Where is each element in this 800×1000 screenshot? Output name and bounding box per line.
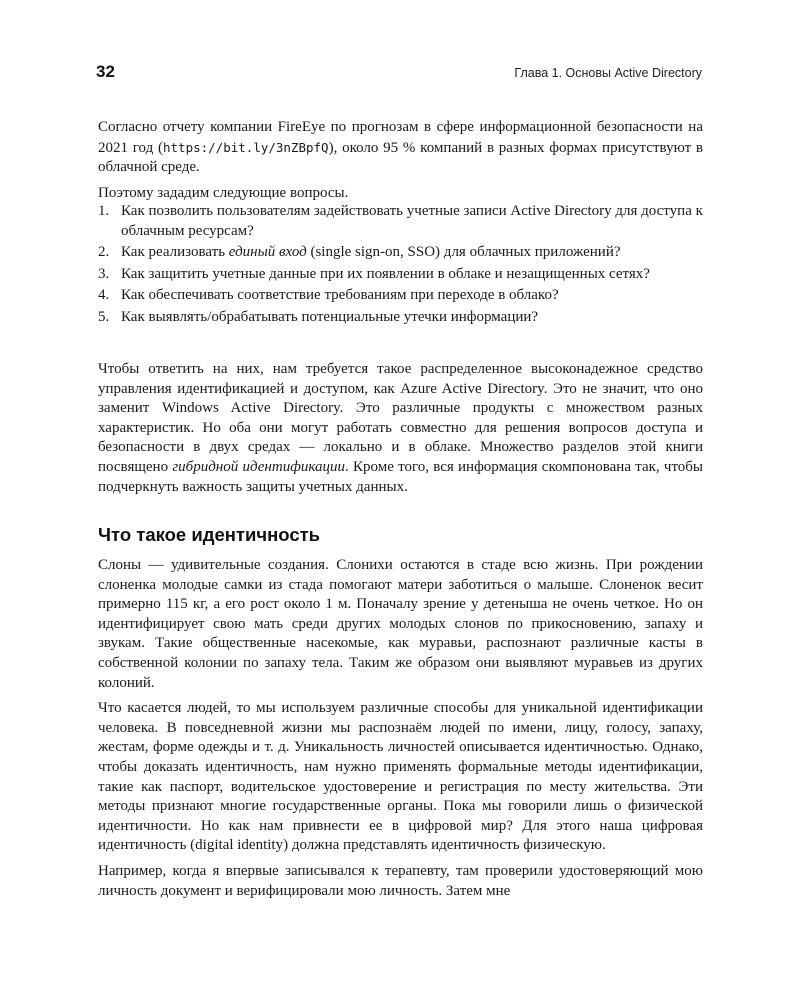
list-item: 4. Как обеспечивать соответствие требованиям при переходе в облако?	[98, 287, 559, 304]
intro-block	[98, 118, 703, 203]
intro-paragraph: Согласно отчету компании FireEye по прогнозам в сфере информационной безопасности на 2021 год (https://bit.ly/3nZBpfQ), около 95 % компаний в разных формах присутствуют в облачной среде.	[98, 119, 703, 176]
section-heading: Что такое идентичность	[98, 524, 321, 545]
questions-list	[98, 202, 703, 330]
page-number: 32	[96, 62, 115, 81]
paragraph-example: Например, когда я впервые записывался к терапевту, там проверили удостоверяющий мою личность документ и верифицировали мою личность. Затем мне	[98, 862, 703, 899]
term-hybrid-identity: гибридной идентификации	[172, 458, 345, 475]
answer-block	[98, 360, 703, 497]
paragraph-identity: Что касается людей, то мы используем различные способы для уникальной идентификации человека. В повседневной жизни мы распознаём людей по имени, лицу, голосу, запаху, жестам, форме одежды и т. д. Уникальность личностей описывается идентичностью. Однако, чтобы доказать идентичность, нам нужно применять формальные методы идентификации, такие как паспорт, водительское удостоверение и регистрация по месту жительства. Эти методы признают многие государственные органы. Пока мы говорили лишь о физической идентичности. Но как нам привнести ее в цифровой мир? Для этого наша цифровая идентичность (digital identity) должна представлять идентичность физическую.	[98, 700, 703, 854]
list-item: 5. Как выявлять/обрабатывать потенциальные утечки информации?	[98, 308, 539, 325]
fireeye-link[interactable]: https://bit.ly/3nZBpfQ	[163, 139, 329, 155]
questions-intro: Поэтому зададим следующие вопросы.	[98, 184, 349, 201]
body-block	[98, 556, 703, 901]
list-item: 1. Как позволить пользователям задействовать учетные записи Active Directory для доступа к облачным ресурсам?	[98, 203, 703, 239]
running-head: Глава 1. Основы Active Directory	[514, 66, 702, 80]
term-sso: единый вход	[228, 244, 307, 261]
answer-paragraph: Чтобы ответить на них, нам требуется такое распределенное высоконадежное средство управления идентификацией и доступом, как Azure Active Directory. Это не значит, что оно заменит Windows Active Directory. Это различные продукты с множеством разных характеристик. Но оба они могут работать совместно для решения вопросов доступа и безопасности в двух средах — локально и в облаке. Множество разделов этой книги посвящено гибридной идентификации. Кроме того, вся информация скомпонована так, чтобы подчеркнуть важность защиты учетных данных.	[98, 361, 704, 495]
list-item: 2. Как реализовать единый вход (single sign-on, SSO) для облачных приложений?	[98, 244, 621, 261]
list-item: 3. Как защитить учетные данные при их появлении в облаке и незащищенных сетях?	[98, 265, 650, 282]
paragraph-elephants: Слоны — удивительные создания. Слонихи остаются в стаде всю жизнь. При рождении слоненка молодые самки из стада помогают матери заботиться о малыше. Слоненок весит примерно 115 кг, а его рост около 1 м. Поначалу зрение у детеныша не очень четкое. Но он идентифицирует свою мать среди других молодых слонов по прикосновению, запаху и звукам. Такие общественные насекомые, как муравьи, распознают различные касты в собственной колонии по запаху тела. Таким же образом они выявляют муравьев из других колоний.	[98, 557, 703, 691]
